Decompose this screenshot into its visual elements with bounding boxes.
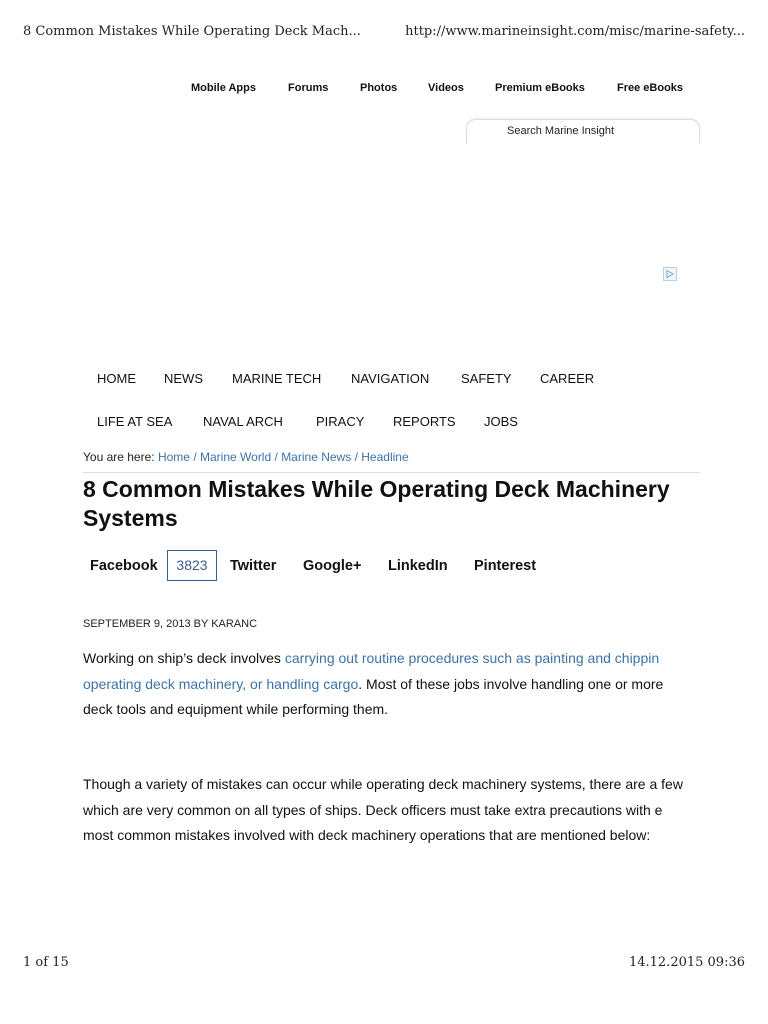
paragraph-line: deck tools and equipment while performing them.: [83, 701, 389, 717]
share-googleplus-button[interactable]: Google+: [303, 558, 362, 574]
print-date: 14.12.2015 09:36: [628, 955, 745, 970]
breadcrumb-separator: /: [274, 450, 278, 464]
article-paragraph: [83, 772, 700, 849]
nav-item-home[interactable]: HOME: [97, 371, 136, 386]
paragraph-line: [83, 646, 700, 672]
main-nav: [83, 362, 700, 442]
share-facebook-button[interactable]: Facebook: [90, 558, 158, 574]
nav-item-career[interactable]: CAREER: [540, 371, 595, 386]
print-page-title: 8 Common Mistakes While Operating Deck Mach...: [23, 24, 361, 39]
search-box: [466, 119, 700, 144]
article-meta: SEPTEMBER 9, 2013 BY KARANC: [83, 618, 258, 630]
breadcrumb: [83, 450, 700, 473]
breadcrumb-headline[interactable]: Headline: [361, 450, 409, 464]
breadcrumb-home[interactable]: Home: [157, 450, 190, 464]
breadcrumb-separator: /: [354, 450, 358, 464]
breadcrumb-separator: /: [193, 450, 197, 464]
share-twitter-button[interactable]: Twitter: [230, 558, 277, 574]
paragraph-line: most common mistakes involved with deck machinery operations that are mentioned below:: [83, 827, 651, 843]
top-link-photos[interactable]: Photos: [360, 82, 398, 94]
inline-link-deck-machinery[interactable]: operating deck machinery, or handling cargo: [83, 675, 359, 692]
nav-item-life-at-sea[interactable]: LIFE AT SEA: [97, 414, 173, 429]
paragraph-line: Though a variety of mistakes can occur while operating deck machinery systems, there are a few: [83, 776, 683, 792]
nav-item-marine-tech[interactable]: MARINE TECH: [232, 371, 322, 386]
nav-item-safety[interactable]: SAFETY: [461, 371, 512, 386]
breadcrumb-marine-news[interactable]: Marine News: [281, 450, 352, 464]
top-link-free-ebooks[interactable]: Free eBooks: [617, 82, 684, 94]
print-footer: [23, 955, 745, 973]
search-input[interactable]: [507, 125, 687, 137]
top-link-premium-ebooks[interactable]: Premium eBooks: [495, 82, 585, 94]
breadcrumb-prefix: You are here:: [83, 450, 155, 464]
top-link-forums[interactable]: Forums: [288, 82, 329, 94]
top-link-mobile-apps[interactable]: Mobile Apps: [191, 82, 256, 94]
nav-item-navigation[interactable]: NAVIGATION: [351, 371, 430, 386]
paragraph-line: [83, 672, 700, 698]
article-title: 8 Common Mistakes While Operating Deck Machinery Systems: [83, 476, 670, 531]
breadcrumb-marine-world[interactable]: Marine World: [200, 450, 272, 464]
share-pinterest-button[interactable]: Pinterest: [474, 558, 537, 574]
paragraph-text: . Most of these jobs involve handling one or more: [358, 675, 664, 692]
top-links-bar: [175, 82, 700, 100]
inline-link-routine-procedures[interactable]: carrying out routine procedures such as painting and chippin: [284, 650, 660, 666]
play-triangle-icon: [666, 270, 674, 278]
nav-item-naval-arch[interactable]: NAVAL ARCH: [203, 414, 283, 429]
top-link-videos[interactable]: Videos: [428, 82, 464, 94]
paragraph-text: Working on ship’s deck involves: [83, 650, 285, 666]
print-header: [23, 24, 745, 42]
share-linkedin-button[interactable]: LinkedIn: [388, 558, 448, 574]
page-counter: 1 of 15: [23, 955, 69, 970]
nav-item-piracy[interactable]: PIRACY: [316, 414, 365, 429]
facebook-share-count: 3823: [167, 550, 217, 581]
ad-choices-icon[interactable]: [663, 267, 677, 281]
nav-item-news[interactable]: NEWS: [164, 371, 203, 386]
share-bar: [83, 550, 700, 584]
paragraph-line: which are very common on all types of ships. Deck officers must take extra precautions with e: [83, 801, 663, 818]
print-page-url: http://www.marineinsight.com/misc/marine-safety...: [405, 24, 745, 39]
article-paragraph: [83, 646, 700, 723]
nav-item-reports[interactable]: REPORTS: [393, 414, 456, 429]
nav-item-jobs[interactable]: JOBS: [484, 414, 518, 429]
